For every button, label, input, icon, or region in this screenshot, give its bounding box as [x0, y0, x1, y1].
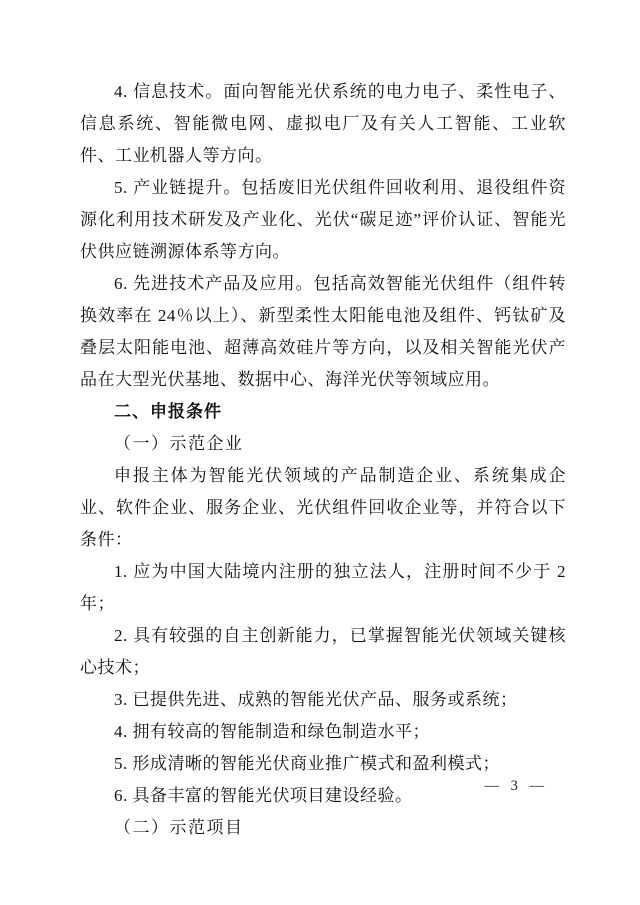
subsection-heading-demo-project: （二）示范项目	[114, 818, 244, 837]
section-heading-application-conditions: 二、申报条件	[114, 402, 222, 421]
condition-item-5: 5. 形成清晰的智能光伏商业推广模式和盈利模式；	[114, 754, 500, 773]
paragraph-advanced-tech-products: 6. 先进技术产品及应用。包括高效智能光伏组件（组件转换效率在 24％以上）、新型柔性太阳能电池及组件、钙钛矿及叠层太阳能电池、超薄高效硅片等方向，以及相关智能光伏产品在大型光伏基地、数据中心、海洋光伏等领域应用。	[80, 274, 566, 389]
condition-item-1: 1. 应为中国大陆境内注册的独立法人，注册时间不少于 2 年；	[80, 562, 566, 613]
subsection-heading-demo-enterprise: （一）示范企业	[114, 434, 244, 453]
paragraph-applicant-scope: 申报主体为智能光伏领域的产品制造企业、系统集成企业、软件企业、服务企业、光伏组件回收企业等，并符合以下条件：	[80, 466, 566, 549]
document-content	[80, 76, 566, 844]
condition-item-4: 4. 拥有较高的智能制造和绿色制造水平；	[114, 722, 430, 741]
condition-item-6: 6. 具备丰富的智能光伏项目建设经验。	[114, 786, 413, 805]
paragraph-industry-chain-upgrade: 5. 产业链提升。包括废旧光伏组件回收利用、退役组件资源化利用技术研发及产业化、光伏“碳足迹”评价认证、智能光伏供应链溯源体系等方向。	[80, 178, 566, 261]
page-number: — 3 —	[484, 778, 548, 794]
condition-item-2: 2. 具有较强的自主创新能力，已掌握智能光伏领域关键核心技术；	[80, 626, 566, 677]
condition-item-3: 3. 已提供先进、成熟的智能光伏产品、服务或系统；	[114, 690, 518, 709]
paragraph-info-technology: 4. 信息技术。面向智能光伏系统的电力电子、柔性电子、信息系统、智能微电网、虚拟电厂及有关人工智能、工业软件、工业机器人等方向。	[80, 82, 566, 165]
